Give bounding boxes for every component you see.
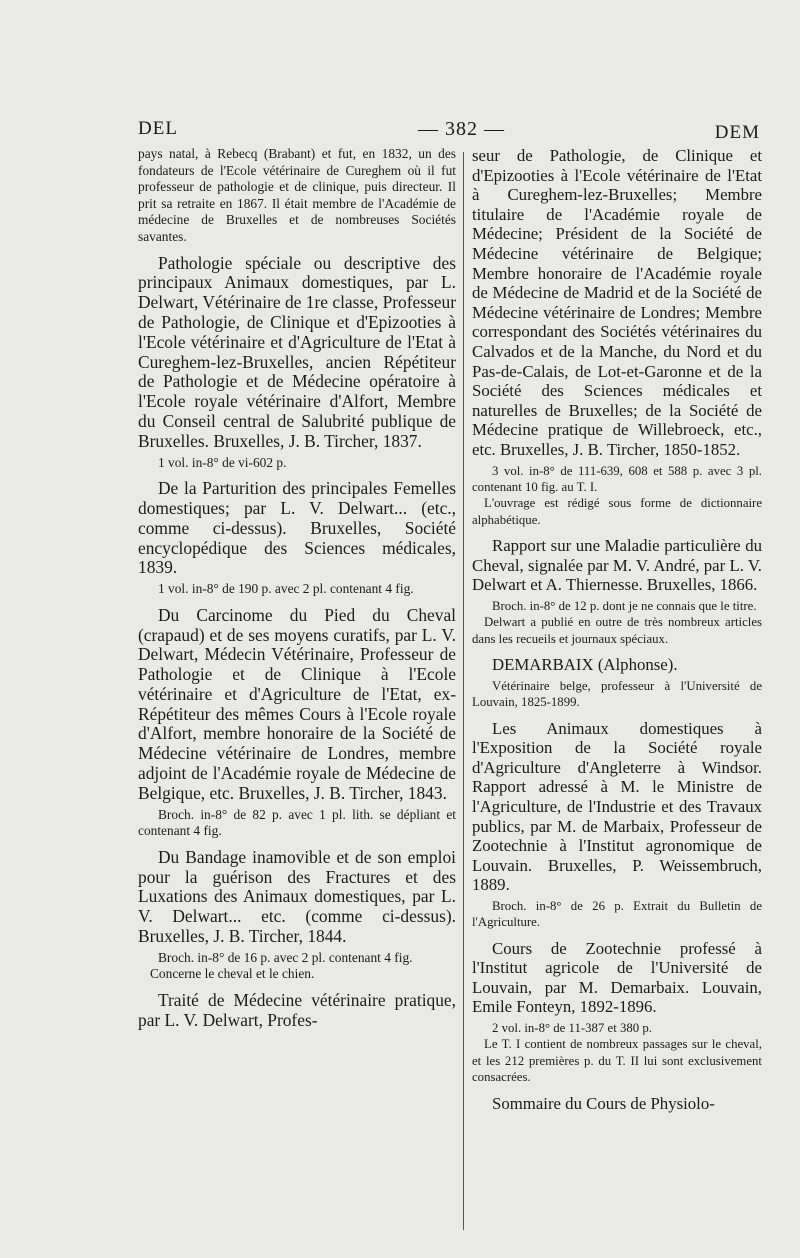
column-divider [463,152,464,1230]
bibliography-entry-continued: seur de Pathologie, de Clinique et d'Epizooties à l'Ecole vétérinaire de l'Etat à Cureghem-lez-Bruxelles; Membre titulaire de l'Académie royale de Médecine; Président de la Société de Médecine vétérinaire de Belgique; Membre honoraire de l'Académie royale de Médecine de Madrid et de la Société de Médecine vétérinaire de Londres; Membre correspondant des Sociétés vétérinaires du Calvados et de la Manche, du Nord et du Pas-de-Calais, de Lot-et-Garonne et de la Société des Sciences médicales et naturelles de Bruxelles; de la Société de Médecine pratique de Willebroeck, etc., etc. Bruxelles, J. B. Tircher, 1850-1852. [472,146,762,459]
bibliography-entry: De la Parturition des principales Femelles domestiques; par L. V. Delwart... (etc., comme ci-dessus). Bruxelles, Société encyclopédique des Sciences médicales, 1839. [138,478,456,578]
entry-note: L'ouvrage est rédigé sous forme de dictionnaire alphabétique. [472,496,762,527]
entry-note: 1 vol. in-8° de vi-602 p. [158,454,287,470]
entry-note: 2 vol. in-8° de 11-387 et 380 p. [492,1021,652,1036]
bibliography-entry: Les Animaux domestiques à l'Exposition de la Société royale d'Agriculture d'Angleterre à Windsor. Rapport adressé à M. le Ministre de l'Agriculture, de l'Industrie et des Travaux publics, par M. de Marbaix, Professeur de Zootechnie à l'Institut agronomique de Louvain. Bruxelles, P. Weissembruch, 1889. [472,718,762,895]
bibliography-entry: Du Carcinome du Pied du Cheval (crapaud) et de ses moyens curatifs, par L. V. Delwart, Médecin Vétérinaire, Professeur de Pathologie et de Clinique à l'Ecole vétérinaire et d'Agriculture de l'Etat, ex-Répétiteur des mêmes Cours à l'Ecole royale d'Alfort, membre honoraire de la Société de Médecine vétérinaire de Londres, membre adjoint de l'Académie royale de Médecine de Belgique, etc. Bruxelles, J. B. Tircher, 1843. [138,604,456,803]
bibliography-entry: Cours de Zootechnie professé à l'Institut agricole de l'Université de Louvain, par M. Demarbaix. Louvain, Emile Fonteyn, 1892-1896. [472,938,762,1017]
running-header [138,118,760,148]
bibliography-entry: Pathologie spéciale ou descriptive des principaux Animaux domestiques, par L. Delwart, Vétérinaire de 1re classe, Professeur de Pathologie, de Clinique et d'Epizooties à l'Ecole vétérinaire et d'Agriculture de l'Etat à Cureghem-lez-Bruxelles, ancien Répétiteur de Pathologie et de Médecine opératoire à l'Ecole royale vétérinaire d'Alfort, Membre du Conseil central de Salubrité publique de Bruxelles. Bruxelles, J. B. Tircher, 1837. [138,252,456,451]
entry-note: Broch. in-8° de 82 p. avec 1 pl. lith. se dépliant et contenant 4 fig. [138,806,456,839]
bibliography-entry: Sommaire du Cours de Physiolo- [492,1093,715,1113]
left-column [138,146,456,1031]
author-heading: DEMARBAIX (Alphonse). [492,655,678,675]
header-left-word: DEL [138,118,178,139]
bibliography-entry: Du Bandage inamovible et de son emploi pour la guérison des Fractures et des Luxations des Animaux domestiques, par L. V. Delwart... etc. (comme ci-dessus). Bruxelles, J. B. Tircher, 1844. [138,846,456,947]
entry-note: 1 vol. in-8° de 190 p. avec 2 pl. contenant 4 fig. [158,581,414,597]
entry-note: Broch. in-8° de 16 p. avec 2 pl. contenant 4 fig. [158,949,413,965]
author-biography: Vétérinaire belge, professeur à l'Université de Louvain, 1825-1899. [472,678,762,710]
bibliography-entry: Rapport sur une Maladie particulière du Cheval, signalée par M. V. André, par L. V. Delwart et A. Thiernesse. Bruxelles, 1866. [472,536,762,595]
entry-note: Concerne le cheval et le chien. [150,966,315,982]
entry-note: Le T. I contient de nombreux passages sur le cheval, et les 212 premières p. du T. II lui sont exclusivement consacrées. [472,1037,762,1085]
entry-note: 3 vol. in-8° de 111-639, 608 et 588 p. avec 3 pl. contenant 10 fig. au T. I. [472,463,762,494]
bibliography-entry: Traité de Médecine vétérinaire pratique, par L. V. Delwart, Profes- [138,990,456,1030]
entry-note: Broch. in-8° de 26 p. Extrait du Bulletin de l'Agriculture. [472,898,762,930]
entry-note: Broch. in-8° de 12 p. dont je ne connais que le titre. [492,598,757,613]
entry-note: Delwart a publié en outre de très nombreux articles dans les recueils et journaux spéciaux. [472,615,762,646]
biography-paragraph: pays natal, à Rebecq (Brabant) et fut, en 1832, un des fondateurs de l'Ecole vétérinaire de Cureghem où il fut professeur de pathologie et de clinique, puis directeur. Il prit sa retraite en 1867. Il était membre de l'Académie de médecine de Bruxelles et de nombreuses Sociétés savantes. [138,146,456,244]
page-number: — 382 — [418,118,505,140]
right-column [472,146,762,1113]
header-right-word: DEM [714,122,760,143]
